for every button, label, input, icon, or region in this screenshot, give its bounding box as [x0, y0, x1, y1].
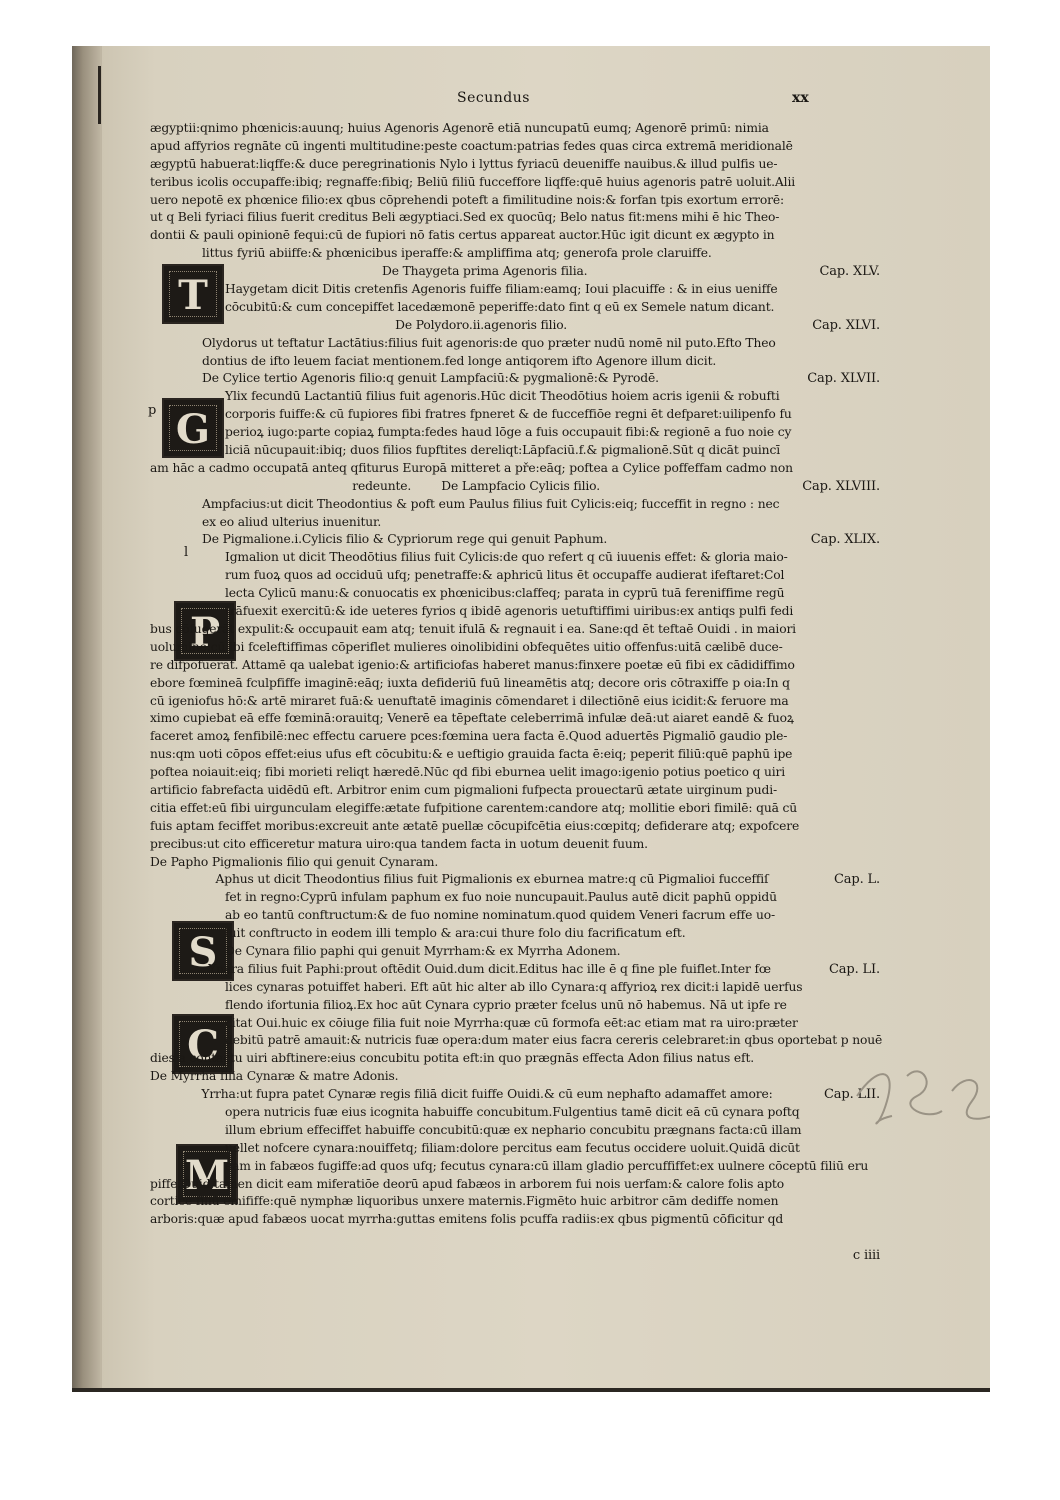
text-line: De Papho Pigmalionis filio qui genuit Cynaram.	[150, 854, 439, 869]
chapter-heading	[150, 317, 890, 335]
text-line: Olydorus ut teftatur Lactātius:filius fuit agenoris:de quo præter nudū nomē nil puto.Efto Theo	[202, 335, 776, 350]
text-line: ximo cupiebat eā effe fœminā:orauitq; Venerē ea tēpeftate celeberrimā infulæ deā:ut aiaret eandē & fuoꝝ	[150, 711, 794, 726]
text-line: De Myrrha filia Cynaræ & matre Adonis.	[150, 1069, 399, 1084]
chapter-heading	[150, 871, 890, 889]
text-line: Ampfacius:ut dicit Theodontius & poft eum Paulus filius fuit Cylicis:eiq; fucceffit in regno : nec	[202, 496, 780, 511]
initial-letter: P	[189, 609, 221, 656]
chapter-number: Cap. XLIX.	[810, 532, 880, 548]
text-line: poftea noiauit:eiq; fibi morieti reliqt hæredē.Nūc qd fibi eburnea uelit imago:igenio potius poetico q uiri	[150, 765, 786, 780]
text-line: redeunte.	[352, 478, 412, 493]
chapter-heading-text: De Thaygeta prima Agenoris filia.	[382, 264, 588, 279]
chapter-number: Cap. XLVIII.	[802, 478, 880, 494]
text-line: fuis aptam feciffet moribus:excreuit ante ætatē puellæ cōcupifcētia eius:cœpitq; defiderare atq; expofcere	[150, 818, 800, 833]
text-line: corporis fuiffe:& cū fupiores fibi fratres fpneret & de fucceffiōe regni ēt defparet:uilipenfo fu	[225, 407, 792, 422]
text-line: fet in regno:Cyprū infulam paphum ex fuo noie nuncupauit.Paulus autē dicit paphū oppidū	[225, 890, 777, 905]
text-line: am hāc a cadmo occupatā anteq qfiturus Europā mitteret a pře:eāq; poftea a Cylice poffeffam cadmo non	[150, 460, 793, 475]
chapter-number: Cap. XLVII.	[807, 371, 880, 387]
text-line: illum ebrium effeciffet habuiffe concubitū:quæ ex nephario concubitu prægnans facta:cū illam	[225, 1122, 802, 1137]
text-line: liciā nūcupauit:ibiq; duos filios fupftites dereliqt:Lāpfaciū.f.& pigmalionē.Sūt q dicāt puincī	[225, 443, 780, 458]
text-line: lices cynaras potuiffet haberi. Eft aūt hic alter ab illo Cynara:q affyrioꝝ rex dicit:i lapidē uerfus	[225, 979, 803, 994]
ink-scribble-marks	[847, 1056, 990, 1126]
chapter-heading-text: Aphus ut dicit Theodontius filius fuit Pigmalionis ex eburnea matre:q cū Pigmalioi fucceffiſ	[215, 872, 769, 887]
text-line: Igmalion ut dicit Theodōtius filius fuit Cylicis:de quo refert q cū iuuenis effet: & gloria maio-	[225, 550, 788, 565]
signature-mark: c iiii	[852, 1248, 880, 1264]
chapter-number: Cap. LI.	[829, 961, 880, 977]
text-line: dies a contactu uiri abftinere:eius concubitu potita eft:in quo prægnās effecta Adon filius natus eft.	[150, 1051, 754, 1066]
chapter-heading	[150, 370, 890, 388]
text-line: precibus:ut cito efficeretur matura uiro:qua tandem facta in uotum deuenit fuum.	[150, 836, 648, 851]
scanned-page-photo	[72, 46, 990, 1392]
margin-mark-p: p	[148, 403, 157, 418]
text-line: cortice filiū emififfe:quē nymphæ liquoribus unxere maternis.Figmēto huic arbitror cām dediffe nomen	[150, 1194, 779, 1209]
text-line: luit conftructo in eodem illi templo & ara:cui thure folo diu facrificatum eft.	[225, 926, 686, 941]
text-line: uero nepotē ex phœnice filio:ex qbus cōprehendi poteft a fimilitudine nois:& forfan tpis exortum errorē:	[150, 192, 785, 207]
chapter-number: Cap. LII.	[824, 1087, 880, 1103]
binding-thread	[98, 66, 101, 124]
text-line: apud affyrios regnāte cū ingenti multitudine:peste coactum:patrias fedes quas circa extremā meridionalē	[150, 138, 793, 153]
body-text	[150, 120, 890, 1265]
text-line: citat Oui.huic ex cōiuge filia fuit noie Myrrha:quæ cū formofa eēt:ac etiam mat ra uiro:præter	[225, 1015, 798, 1030]
book-binding-edge	[72, 46, 100, 1392]
text-line: re difpofuerat. Attamē qa ualebat igenio:& artificiofas haberet manus:finxere poetæ eū fibi ex cādidiffimo	[150, 657, 795, 672]
chapter-heading-text: De Polydoro.ii.agenoris filio.	[395, 317, 568, 332]
text-line: ut q Beli fyriaci filius fuerit creditus Beli ægyptiaci.Sed ex quocūq; Belo natus fit:mens mihi ē hic Theo-	[150, 210, 780, 225]
text-line: Ylix fecundū Lactantiū filius fuit agenoris.Hūc dicit Theodōtius hoiem acris igenii & robufti	[225, 389, 780, 404]
chapter-heading	[150, 1086, 890, 1104]
chapter-heading-text: De Cylice tertio Agenoris filio:q genuit Lampfaciū:& pygmalionē:& Pyrodē.	[202, 371, 659, 386]
text-line: uellet nofcere cynara:nouiffetq; filiam:dolore percitus eam fecutus occidere uoluit.Quidā dicūt	[225, 1140, 800, 1155]
chapter-heading	[150, 961, 890, 979]
text-line: piffe.Ouid.tamen dicit eam miferatiōe deorū apud fabæos in arborem fui nois uerfam:& calore folis apto	[150, 1176, 784, 1191]
margin-mark-l: l	[184, 545, 189, 560]
text-line: cōcubitū:& cum concepiffet lacedæmonē peperiffe:dato fint q eū ex Semele natum dicant.	[225, 299, 775, 314]
chapter-heading-text: Yrrha:ut fupra patet Cynaræ regis filiā dicit fuiffe Ouidi.& cū eum nephafto adamaffet amore:	[201, 1087, 773, 1102]
chapter-heading-text: Ynara filius fuit Paphi:prout oftēdit Ouid.dum dicit.Editus hac ille ē q fine ple fuiflet.Inter fœ	[208, 961, 771, 976]
book-page	[102, 46, 990, 1388]
text-line: rum fuoꝝ quos ad occiduū ufq; penetraffe:& aphricū litus ēt occupaffe audierat ifeftaret:Col	[225, 568, 785, 583]
text-line: faceret amoꝝ fenfibilē:nec effectu caruere pces:fœmina uera facta ē.Quod aduertēs Pigmaliō gaudio ple-	[150, 729, 788, 744]
chapter-heading	[150, 478, 890, 496]
chapter-number: Cap. L.	[834, 872, 880, 888]
text-line: De Cynara filio paphi qui genuit Myrrham:& ex Myrrha Adonem.	[225, 943, 621, 958]
text-line: Haygetam dicit Ditis cretenfis Agenoris fuiffe filiam:eamq; Ioui placuiffe : & in eius ueniffe	[225, 282, 778, 297]
chapter-number: Cap. XLV.	[819, 264, 880, 280]
text-line: dontii & pauli opinionē fequi:cū de fupiori nō fatis certus appareat auctor.Hūc igit dicunt ex ægypto in	[150, 228, 775, 243]
text-line: teribus icolis occupaffe:ibiq; regnaffe:fibiq; Beliū filiū fucceffore liqffe:quē huius agenoris patrē uoluit.Alii	[150, 174, 796, 189]
text-line: bus cōfugerāt expulit:& occupauit eam atq; tenuit ifulā & regnauit i ea. Sane:qd ēt teftaē Ouidi . in maiori	[150, 621, 796, 636]
folio-number: xx	[792, 90, 809, 106]
text-line: opera nutricis fuæ eius icognita habuiffe concubitum.Fulgentius tamē dicit eā cū cynara poftq	[225, 1104, 800, 1119]
text-line: ægyptii:qnimo phœnicis:auunq; huius Agenoris Agenorē etiā nuncupatū eumq; Agenorē primū: nimia	[150, 121, 769, 135]
text-line: eam in fabæos fugiffe:ad quos ufq; fecutus cynara:cū illam gladio percuffiffet:ex uulnere cōceptū filiū eru	[225, 1158, 869, 1173]
text-line: dontius de ifto leuem faciat mentionem.fed longe antiqorem ifto Agenore illum dicit.	[202, 353, 717, 368]
initial-letter: T	[178, 272, 208, 319]
text-line: perioꝝ iugo:parte copiaꝝ fumpta:fedes haud lōge a fuis occupauit fibi:& regionē a fuo noie cy	[225, 425, 792, 440]
text-line: trāfuexit exercitū:& ide ueteres fyrios q ibidē agenoris uetuftiffimi uiribus:ex antiqs pulfi fedi	[225, 604, 794, 619]
text-line: ab eo tantū conftructum:& de fuo nomine nominatum.quod quidem Veneri facrum effe uo-	[225, 908, 775, 923]
text-line: cū igeniofus hō:& artē miraret fuā:& uenuftatē imaginis cōmendaret i dilectiōnē eius icidit:& feruore ma	[150, 693, 789, 708]
text-line: uolumine:cū ibi fceleftiffimas cōperiflet mulieres oinolibidini obfequētes uitio offenfus:uitā cælibē duce-	[150, 639, 783, 654]
text-line: ebore fœmineā fculpfiffe imaginē:eāq; iuxta defideriū fuū lineamētis atq; decore oris cōtraxiffe p oia:In q	[150, 675, 790, 690]
initial-letter: S	[188, 929, 218, 976]
text-line	[150, 1229, 890, 1247]
chapter-heading	[150, 263, 890, 281]
text-line: ægyptū habuerat:liqffe:& duce peregrinationis Nylo i lyttus fyriacū deueniffe nauibus.& illud pulfis ue-	[150, 156, 778, 171]
chapter-heading-text: De Lampfacio Cylicis filio.	[441, 478, 600, 493]
page-bottom-shadow	[72, 1388, 990, 1392]
text-line: nus:qm uoti cōpos effet:eius ufus eft cōcubitu:& e ueftigio grauida facta ē:eiq; peperit filiū:quē paphū ipe	[150, 747, 793, 762]
initial-letter: G	[175, 406, 211, 453]
initial-letter: C	[187, 1022, 219, 1069]
chapter-heading-text: De Pigmalione.i.Cylicis filio & Cypriorum rege qui genuit Paphum.	[202, 532, 608, 547]
chapter-number: Cap. XLVI.	[812, 317, 880, 333]
running-head-title: Secundus	[457, 90, 530, 106]
chapter-heading	[150, 531, 890, 549]
initial-letter: M	[184, 1152, 230, 1199]
text-line: artificio fabrefacta uidēdū eft. Arbitror enim cum pigmalioni fufpecta prouectarū ætate uirginum pudi-	[150, 782, 778, 797]
text-line: littus fyriū abiiffe:& phœnicibus iperaffe:& ampliffima atq; generofa prole claruiffe.	[202, 246, 712, 261]
running-head	[102, 90, 990, 112]
text-line: arboris:quæ apud fabæos uocat myrrha:guttas emitens folis pcuffa radiis:ex qbus pigmentū cōficitur qd	[150, 1212, 784, 1227]
text-line: lecta Cylicū manu:& conuocatis ex phœnicibus:claffeq; parata in cyprū tuā fereniffime regū	[225, 586, 785, 601]
signature-line	[150, 1247, 890, 1265]
text-line: flendo ifortunia filioꝝ.Ex hoc aūt Cynara cyprio præter fcelus unū nō habemus. Nā ut ipfe re	[225, 997, 787, 1012]
text-line: debitū patrē amauit:& nutricis fuæ opera:dum mater eius facra cereris celebraret:in qbus oportebat p nouē	[225, 1033, 883, 1048]
text-line: citia effet:eū fibi uirgunculam elegiffe:ætate fufpitione carentem:candore atq; mollitie ebori fimilē: quā cū	[150, 800, 798, 815]
text-line: ex eo aliud ulterius inuenitur.	[202, 514, 382, 529]
